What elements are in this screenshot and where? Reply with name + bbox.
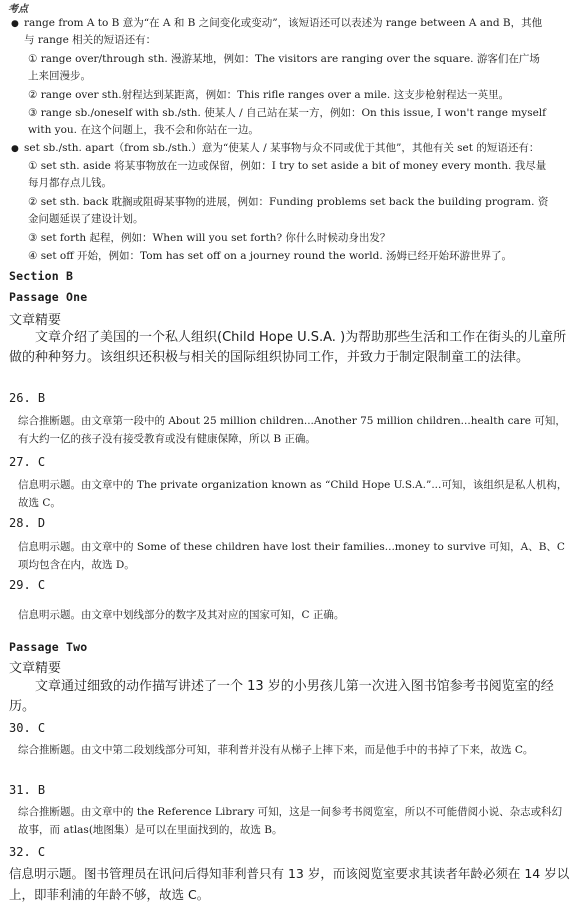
bullet-dot: ● xyxy=(11,144,19,154)
explanation-29: 信息明示题。由文章中划线部分的数字及其对应的国家可知，C 正确。 xyxy=(18,609,345,621)
answer-27: 27. C xyxy=(9,455,46,469)
answer-30: 30. C xyxy=(9,721,46,735)
passage-one-summary: 文章介绍了美国的一个私人组织(Child Hope U.S.A. )为帮助那些生活和工作在街头的儿童所做的种种努力。该组织还积极与相关的国际组织协同工作，并致力于制定限制童工的法律。 xyxy=(9,330,567,365)
explanation-30: 综合推断题。由文中第二段划线部分可知，菲利普并没有从梯子上摔下来，而是他手中的书掉了下来，故选 C。 xyxy=(18,744,534,756)
passage-two-summary: 文章通过细致的动作描写讲述了一个 13 岁的小男孩儿第一次进入图书馆参考书阅览室的经历。 xyxy=(9,679,554,714)
vocab-set-intro: set sb./sth. apart（from sb./sth.）意为“使某人 / 某事物与众不同或优于其他”，其他有关 set 的短语还有： xyxy=(24,142,540,154)
bullet-dot: ● xyxy=(11,19,19,29)
answer-29: 29. C xyxy=(9,578,46,592)
vocab-set-item-2: ② set sth. back 耽搁或阻碍某事物的进展，例如：Funding problems set back the building program. 资金问题延误了建设计划。 xyxy=(28,196,549,225)
answer-31: 31. B xyxy=(9,783,46,797)
vocab-range-intro: range from A to B 意为“在 A 和 B 之间变化或变动”，该短语还可以表述为 range between A and B，其他与 range 相关的短语还有： xyxy=(24,17,543,46)
answer-32: 32. C xyxy=(9,845,46,859)
explanation-27: 信息明示题。由文章中的 The private organization known as “Child Hope U.S.A.”...可知，该组织是私人机构，故选 C。 xyxy=(18,479,568,509)
vocab-set-item-4: ④ set off 开始，例如：Tom has set off on a journey round the world. 汤姆已经开始环游世界了。 xyxy=(28,250,513,262)
vocab-set-item-1: ① set sth. aside 将某事物放在一边或保留，例如：I try to set aside a bit of money every month. 我尽量每月都存点儿钱。 xyxy=(28,160,547,189)
vocab-range-item-1: ① range over/through sth. 漫游某地，例如：The visitors are ranging over the square. 游客们在广场上来回漫步。 xyxy=(28,53,540,82)
vocab-set-item-3: ③ set forth 起程，例如：When will you set forth? 你什么时候动身出发？ xyxy=(28,232,391,244)
passage-two-title: Passage Two xyxy=(9,640,88,654)
vocab-range-item-2: ② range over sth.射程达到某距离，例如：This rifle ranges over a mile. 这支步枪射程达一英里。 xyxy=(28,89,510,101)
vocab-range-item-3: ③ range sb./oneself with sb./sth. 使某人 / 自己站在某一方，例如：On this issue, I won't range myself with you. 在这个问题上，我不会和你站在一边。 xyxy=(28,107,547,136)
kaodian-label: 考点 xyxy=(8,4,28,15)
explanation-28: 信息明示题。由文章中的 Some of these children have lost their families...money to survive 可知，A、B、C 项均包含在内，故选 D。 xyxy=(18,541,565,571)
explanation-26: 综合推断题。由文章第一段中的 About 25 million children...Another 75 million children...health care 可知，有大约一亿的孩子没有接受教育或没有健康保障，所以 B 正确。 xyxy=(18,415,566,445)
section-title: Section B xyxy=(9,269,74,283)
passage-two-summary-label: 文章精要 xyxy=(9,661,62,676)
answer-26: 26. B xyxy=(9,391,46,405)
passage-one-summary-label: 文章精要 xyxy=(9,313,62,328)
answer-28: 28. D xyxy=(9,516,46,530)
passage-one-title: Passage One xyxy=(9,290,88,304)
explanation-31: 综合推断题。由文章中的 the Reference Library 可知，这是一间参考书阅览室，所以不可能借阅小说、杂志或科幻故事，而 atlas(地图集）是可以在里面找到的，故选 B。 xyxy=(18,806,563,836)
explanation-32: 信息明示题。图书管理员在讯问后得知菲利普只有 13 岁，而该阅览室要求其读者年龄必须在 14 岁以上，即菲利浦的年龄不够，故选 C。 xyxy=(9,866,570,902)
